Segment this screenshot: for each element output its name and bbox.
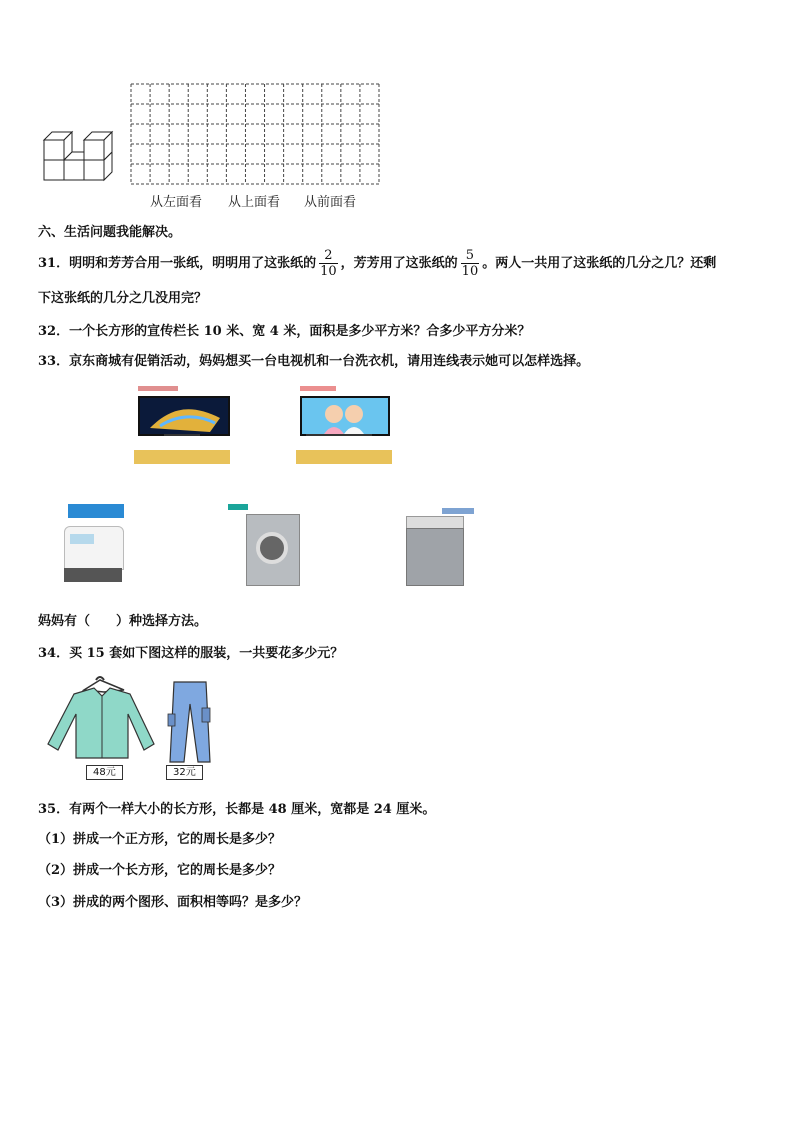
caption-left-view: 从左面看 — [150, 195, 203, 210]
question-33 — [38, 353, 589, 371]
q31-number: 31． — [38, 256, 70, 271]
question-35-sub1: （1）拼成一个正方形，它的周长是多少？ — [38, 832, 282, 847]
question-35-sub3: （3）拼成的两个图形、面积相等吗？是多少？ — [38, 895, 308, 910]
price-tag-jacket: 48元 — [86, 765, 123, 780]
q32-text: 一个长方形的宣传栏长 10 米、宽 4 米，面积是多少平方米？合多少平方分米？ — [69, 324, 531, 339]
tv-product-1 — [134, 384, 230, 466]
caption-top-view: 从上面看 — [228, 195, 281, 210]
dashed-grid — [130, 83, 380, 185]
tv-product-2 — [296, 384, 392, 466]
q32-number: 32． — [38, 324, 70, 339]
q33-number: 33． — [38, 354, 70, 369]
caption-front-view: 从前面看 — [304, 195, 357, 210]
q35-number: 35． — [38, 802, 70, 817]
washer-product-3 — [402, 506, 478, 588]
question-34 — [38, 645, 343, 663]
q31-text-1: 明明和芳芳合用一张纸，明明用了这张纸的 — [69, 256, 317, 271]
price-tag-pants: 32元 — [166, 765, 203, 780]
washer-product-2 — [228, 504, 300, 586]
fraction-numerator: 2 — [324, 248, 333, 263]
q33-answer-prefix: 妈妈有（ — [38, 614, 91, 629]
fraction-denominator: 10 — [320, 264, 337, 279]
q35-text: 有两个一样大小的长方形，长都是 48 厘米，宽都是 24 厘米。 — [69, 802, 436, 817]
question-31-line2: 下这张纸的几分之几没用完？ — [38, 291, 208, 306]
question-31 — [38, 247, 716, 281]
question-33-answer — [38, 613, 207, 631]
fraction-5-10 — [461, 248, 480, 279]
fraction-denominator: 10 — [461, 264, 479, 279]
question-32 — [38, 323, 530, 341]
q34-number: 34． — [38, 646, 70, 661]
q33-answer-suffix: ）种选择方法。 — [116, 614, 208, 629]
q31-text-2: ，芳芳用了这张纸的 — [340, 256, 458, 271]
q31-text-3: 。两人一共用了这张纸的几分之几？还剩 — [482, 256, 717, 271]
question-35-sub2: （2）拼成一个长方形，它的周长是多少？ — [38, 863, 282, 878]
section-title: 六、生活问题我能解决。 — [38, 225, 182, 240]
fraction-2-10 — [319, 248, 338, 279]
jacket-image — [44, 674, 162, 766]
question-35 — [38, 801, 435, 819]
pants-image — [162, 678, 220, 764]
q33-text: 京东商城有促销活动，妈妈想买一台电视机和一台洗衣机，请用连线表示她可以怎样选择。 — [69, 354, 590, 369]
cube-figure — [42, 128, 114, 184]
q34-text: 买 15 套如下图这样的服装，一共要花多少元？ — [69, 646, 344, 661]
washer-product-1 — [62, 504, 128, 586]
fraction-numerator: 5 — [465, 248, 475, 263]
